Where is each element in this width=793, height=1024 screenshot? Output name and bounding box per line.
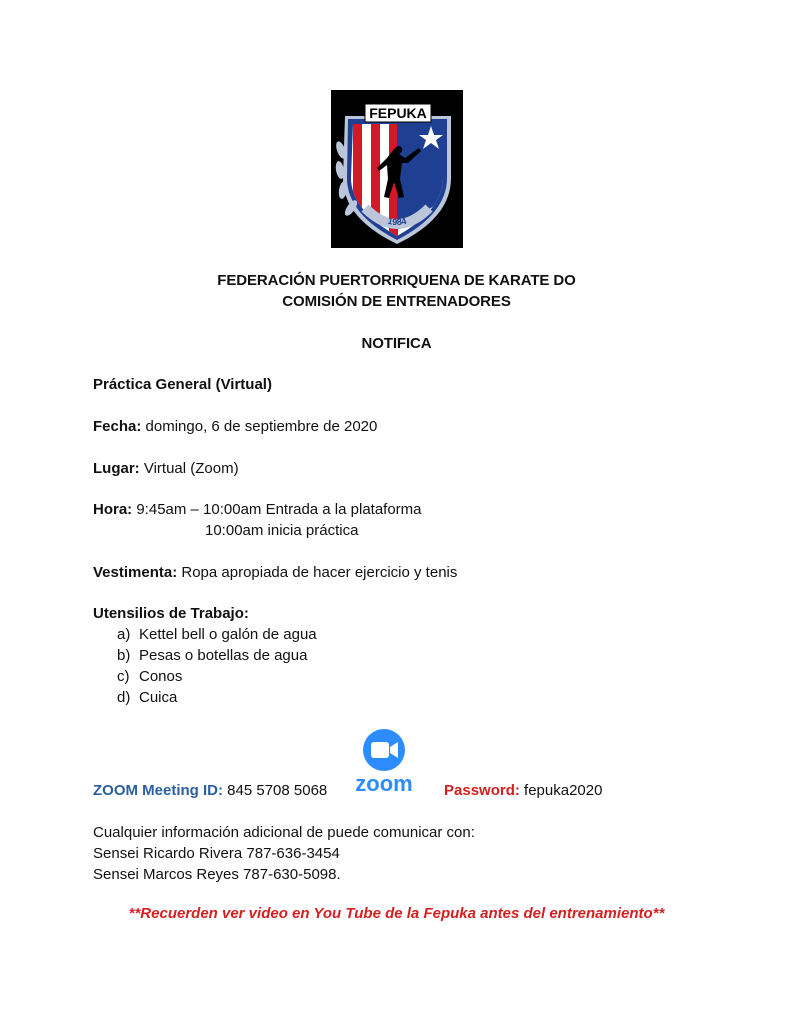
list-item: [117, 626, 317, 643]
fepuka-shield-icon: [331, 90, 463, 248]
contact-person-1: Sensei Ricardo Rivera 787-636-3454: [93, 845, 340, 862]
date-label: Fecha:: [93, 418, 142, 435]
list-text: Cuica: [139, 689, 178, 706]
org-title: FEDERACIÓN PUERTORRIQUENA DE KARATE DO: [217, 272, 576, 289]
time-line: [93, 501, 422, 518]
equipment-heading: [93, 605, 249, 622]
list-marker: d): [117, 689, 131, 706]
zoom-logo-text: zoom: [355, 771, 413, 796]
list-text: Conos: [139, 668, 183, 685]
list-item: [117, 647, 307, 664]
zoom-password: [444, 782, 602, 799]
date-value: domingo, 6 de septiembre de 2020: [141, 418, 378, 435]
list-item: [117, 689, 177, 706]
zoom-logo: [346, 728, 421, 798]
logo-text: FEPUKA: [369, 105, 427, 121]
zoom-id-value: 845 5708 5068: [223, 782, 328, 799]
zoom-id-label: ZOOM Meeting ID:: [93, 782, 223, 799]
list-marker: c): [117, 668, 130, 685]
equipment-label: Utensilios de Trabajo:: [93, 605, 249, 622]
attire-line: [93, 564, 457, 581]
time-label: Hora:: [93, 501, 133, 518]
list-marker: a): [117, 626, 131, 643]
contact-person-2: Sensei Marcos Reyes 787-630-5098.: [93, 866, 341, 883]
list-text: Pesas o botellas de agua: [139, 647, 308, 664]
event-title: [93, 376, 272, 393]
commission-title: COMISIÓN DE ENTRENADORES: [282, 293, 511, 310]
list-text: Kettel bell o galón de agua: [139, 626, 317, 643]
place-label: Lugar:: [93, 460, 140, 477]
time-value-1: 9:45am – 10:00am Entrada a la plataforma: [132, 501, 422, 518]
password-value: fepuka2020: [519, 782, 603, 799]
video-reminder: **Recuerden ver video en You Tube de la Fepuka antes del entrenamiento**: [128, 905, 665, 922]
logo-year: 1984: [386, 215, 408, 228]
fepuka-logo: [331, 90, 463, 248]
list-item: [117, 668, 182, 685]
place-value: Virtual (Zoom): [139, 460, 239, 477]
zoom-camera-icon: [346, 728, 421, 798]
time-value-2: 10:00am inicia práctica: [205, 522, 359, 539]
attire-label: Vestimenta:: [93, 564, 178, 581]
list-marker: b): [117, 647, 131, 664]
password-label: Password:: [444, 782, 520, 799]
zoom-meeting-id: [93, 782, 327, 799]
event-title-text: Práctica General (Virtual): [93, 376, 272, 393]
notice-title: NOTIFICA: [361, 335, 432, 352]
attire-value: Ropa apropiada de hacer ejercicio y tenis: [177, 564, 458, 581]
place-line: [93, 460, 239, 477]
date-line: [93, 418, 377, 435]
contact-intro: Cualquier información adicional de puede comunicar con:: [93, 824, 475, 841]
